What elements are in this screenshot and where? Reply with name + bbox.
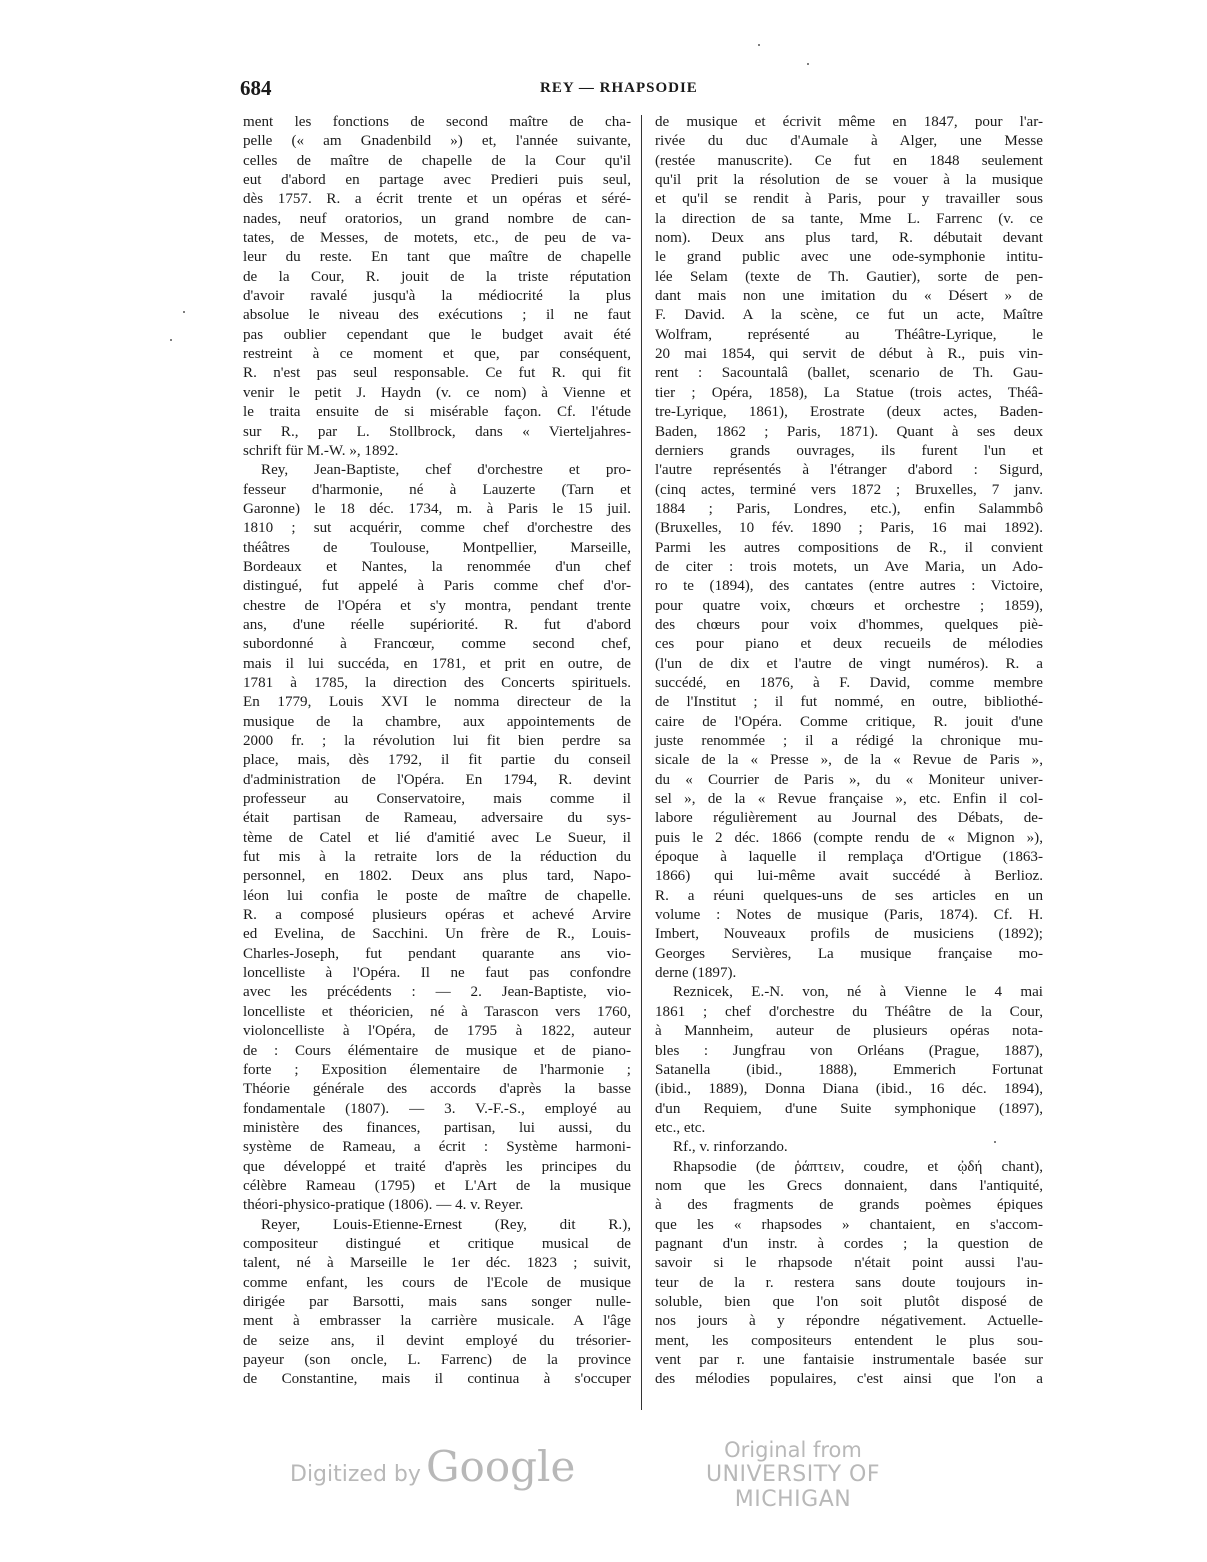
text-line: 1781 à 1785, la direction des Concerts spirituels. xyxy=(243,674,631,691)
text-line: à Mannheim, auteur de plusieurs opéras nota- xyxy=(655,1023,1043,1040)
text-line: dant mais non une imitation du « Désert » de xyxy=(655,288,1043,305)
text-line: R. a composé plusieurs opéras et achevé Arvire xyxy=(243,907,631,924)
text-line: puis le 2 déc. 1866 (compte rendu de « Mignon »), xyxy=(655,829,1043,846)
text-line: sur R., par L. Stollbrock, dans « Vierteljahres- xyxy=(243,423,631,440)
text-line: rivée du duc d'Aumale à Alger, une Messe xyxy=(655,133,1043,150)
text-line: (cinq actes, terminé vers 1872 ; Bruxelles, 7 janv. xyxy=(655,481,1043,498)
text-line: personnel, en 1802. Deux ans plus tard, Napo- xyxy=(243,868,631,885)
text-line: 20 mai 1854, qui servit de début à R., puis vin- xyxy=(655,346,1043,363)
right-column xyxy=(655,113,1043,1390)
text-line: payeur (son oncle, L. Farrenc) de la province xyxy=(243,1352,631,1368)
text-line: soluble, bien que l'on soit plutôt disposé de xyxy=(655,1293,1043,1310)
text-line: dirigée par Barsotti, mais sans songer nulle- xyxy=(243,1293,631,1310)
text-line: sicale de la « Presse », de la « Revue de Paris », xyxy=(655,752,1043,769)
text-line: Parmi les autres compositions de R., il convient xyxy=(655,539,1043,556)
text-line: distingué, fut appelé à Paris comme chef d'or- xyxy=(243,578,631,595)
text-line: tème de Catel et lié d'amitié avec Le Sueur, il xyxy=(243,829,631,846)
text-line: théori-physico-pratique (1806). — 4. v. Reyer. xyxy=(243,1197,524,1214)
text-line: mais il lui succéda, en 1781, et prit en outre, de xyxy=(243,655,631,672)
text-line: tier ; Opéra, 1858), La Statue (trois actes, Théâ- xyxy=(655,384,1043,401)
text-line: le traita ensuite de si misérable façon. Cf. l'étude xyxy=(243,404,631,421)
text-line: nom). Deux ans plus tard, R. débutait devant xyxy=(655,230,1043,247)
text-line: pagnant d'un instr. à cordes ; la question de xyxy=(655,1235,1043,1252)
text-line: Reyer, Louis-Etienne-Ernest (Rey, dit R.), xyxy=(261,1216,631,1233)
text-line: le grand public avec une ode-symphonie intitu- xyxy=(655,249,1043,266)
text-line: de citer : trois motets, un Ave Maria, un Ado- xyxy=(655,558,1043,575)
column-divider xyxy=(641,115,642,1410)
text-line: d'avoir ravalé jusqu'à la médiocrité la plus xyxy=(243,288,631,305)
text-line: des chœurs pour voix d'hommes, quelques piè- xyxy=(655,616,1043,633)
university-label: UNIVERSITY OF MICHIGAN xyxy=(705,1462,881,1512)
google-logo-text: Google xyxy=(426,1442,576,1491)
scan-speck xyxy=(170,339,172,341)
text-line: venir le petit J. Haydn (v. ce nom) à Vienne et xyxy=(243,384,631,401)
text-line: violoncelliste à l'Opéra, de 1795 à 1822, auteur xyxy=(243,1023,631,1040)
text-line: ministère des finances, partisan, lui aussi, du xyxy=(243,1119,631,1136)
text-line: qu'il prit la résolution de se vouer à la musique xyxy=(655,172,1043,189)
text-line: teur de la r. restera sans doute toujours in- xyxy=(655,1274,1043,1291)
text-line: tre-Lyrique, 1861), Erostrate (deux actes, Baden- xyxy=(655,404,1043,421)
text-line: de musique et écrivit même en 1847, pour l'ar- xyxy=(655,114,1043,130)
text-line: nades, neuf oratorios, un grand nombre de can- xyxy=(243,210,631,227)
text-line: système de Rameau, a écrit : Système harmoni- xyxy=(243,1139,631,1156)
text-line: etc., etc. xyxy=(655,1119,706,1136)
text-line: fondamentale (1807). — 3. V.-F.-S., employé au xyxy=(243,1100,631,1117)
text-line: compositeur distingué et critique musical de xyxy=(243,1235,631,1252)
text-line: que les « rhapsodes » chantaient, en s'accom- xyxy=(655,1216,1043,1233)
text-line: 1866) qui lui-même avait succédé à Berlioz. xyxy=(655,868,1043,885)
text-line: musique de la chambre, aux appointements de xyxy=(243,713,631,730)
text-line: lée Selam (texte de Th. Gautier), sorte de pen- xyxy=(655,268,1043,285)
text-line: eut d'abord en partage avec Predieri puis seul, xyxy=(243,172,631,189)
text-line: place, mais, dès 1792, il fit partie du conseil xyxy=(243,752,631,769)
text-line: de seize ans, il devint employé du trésorier- xyxy=(243,1332,631,1349)
text-line: R. a réuni quelques-uns de ses articles en un xyxy=(655,887,1043,904)
text-line: caire de l'Opéra. Comme critique, R. jouit d'une xyxy=(655,713,1043,730)
text-line: avec les précédents : — 2. Jean-Baptiste, vio- xyxy=(243,984,631,1001)
text-line: Rf., v. rinforzando. xyxy=(673,1139,788,1156)
text-line: que développé et traité d'après les principes du xyxy=(243,1158,631,1175)
digitized-prefix: Digitized by xyxy=(290,1462,421,1487)
text-line: de l'Institut ; il fut nommé, en outre, bibliothé- xyxy=(655,694,1043,711)
text-line: restreint à ce moment et que, par conséquent, xyxy=(243,346,631,363)
text-line: Wolfram, représenté au Théâtre-Lyrique, le xyxy=(655,326,1043,343)
text-line: bles : Jungfrau von Orléans (Prague, 1887), xyxy=(655,1042,1043,1059)
text-line: époque à laquelle il remplaça d'Ortigue (1863- xyxy=(655,849,1043,866)
text-line: Rey, Jean-Baptiste, chef d'orchestre et pro- xyxy=(261,462,631,479)
text-line: d'un Requiem, d'une Suite symphonique (1897), xyxy=(655,1100,1043,1117)
text-line: 2000 fr. ; la révolution lui fit bien perdre sa xyxy=(243,733,631,749)
text-line: était partisan de Rameau, adversaire du sys- xyxy=(243,810,631,827)
text-line: comme enfant, les cours de l'Ecole de musique xyxy=(243,1274,631,1291)
text-line: des mélodies populaires, c'est ainsi que l'on a xyxy=(655,1371,1043,1388)
text-line: ment à embrasser la carrière musicale. A l'âge xyxy=(243,1313,631,1330)
text-line: (restée manuscrite). Ce fut en 1848 seulement xyxy=(655,152,1043,169)
text-line: ro te (1894), des cantates (entre autres : Victoire, xyxy=(655,578,1043,595)
text-line: Satanella (ibid., 1888), Emmerich Fortunat xyxy=(655,1061,1043,1078)
scan-speck xyxy=(994,1141,996,1143)
text-line: forte ; Exposition élementaire de l'harmonie ; xyxy=(243,1061,631,1078)
text-line: R. n'est pas seul responsable. Ce fut R. qui fit xyxy=(243,365,631,382)
text-line: Georges Servières, La musique française mo- xyxy=(655,945,1043,962)
text-line: F. David. A la scène, ce fut un acte, Maître xyxy=(655,307,1043,324)
text-line: succédé, en 1876, à F. David, comme membre xyxy=(655,674,1043,691)
left-column xyxy=(243,113,631,1390)
text-line: et qu'il se rendit à Paris, pour y travailler sous xyxy=(655,191,1043,208)
text-line: ment les fonctions de second maître de cha- xyxy=(243,114,631,130)
text-line: léon lui confia le poste de maître de chapelle. xyxy=(243,887,631,904)
text-line: Théorie générale des accords d'après la basse xyxy=(243,1081,631,1098)
text-line: schrift für M.-W. », 1892. xyxy=(243,442,399,459)
text-line: Bordeaux et Nantes, la renommée d'un chef xyxy=(243,558,631,575)
text-line: ans, d'une réelle supériorité. R. fut d'abord xyxy=(243,616,631,633)
text-line: (Bruxelles, 10 fév. 1890 ; Paris, 16 mai 1892). xyxy=(655,520,1043,537)
scan-speck xyxy=(183,311,185,313)
text-line: pour quatre voix, chœurs et orchestre ; 1859), xyxy=(655,597,1043,614)
page-number: 684 xyxy=(240,76,272,100)
text-line: nom que les Grecs donnaient, dans l'antiquité, xyxy=(655,1177,1043,1194)
text-line: Rhapsodie (de ῥάπτειν, coudre, et ᾠδή chant), xyxy=(673,1158,1043,1175)
text-line: derniers grands ouvrages, ils furent l'un et xyxy=(655,442,1043,459)
text-line: l'autre représentés à l'étranger d'abord : Sigurd, xyxy=(655,462,1043,479)
scan-speck xyxy=(758,44,760,46)
text-line: leur du reste. En tant que maître de chapelle xyxy=(243,249,631,266)
text-line: tates, de Messes, de motets, etc., de peu de va- xyxy=(243,230,631,247)
text-line: volume : Notes de musique (Paris, 1874). Cf. H. xyxy=(655,907,1043,924)
text-line: 1861 ; chef d'orchestre du Théâtre de la Cour, xyxy=(655,1003,1043,1020)
text-line: chestre de l'Opéra et s'y montra, pendant trente xyxy=(243,597,631,614)
text-line: (ibid., 1889), Donna Diana (ibid., 16 déc. 1894), xyxy=(655,1081,1043,1098)
text-line: savoir si le rhapsode n'était point aussi l'au- xyxy=(655,1255,1043,1272)
text-line: sel », de la « Revue française », etc. Enfin il col- xyxy=(655,791,1043,808)
original-from-watermark xyxy=(668,1438,918,1512)
text-line: talent, né à Marseille le 1er déc. 1823 ; suivit, xyxy=(243,1255,631,1272)
text-line: ment, les compositeurs entendent le plus sou- xyxy=(655,1332,1043,1349)
text-line: d'administration de l'Opéra. En 1794, R. devint xyxy=(243,771,631,788)
digitized-by-watermark xyxy=(290,1442,575,1491)
text-line: vent par r. une fantaisie instrumentale basée sur xyxy=(655,1352,1043,1368)
text-line: Imbert, Nouveaux profils de musiciens (1892); xyxy=(655,926,1043,943)
text-line: de : Cours élémentaire de musique et de piano- xyxy=(243,1042,631,1059)
text-line: derne (1897). xyxy=(655,965,737,982)
text-line: professeur au Conservatoire, mais comme il xyxy=(243,791,631,808)
scan-speck xyxy=(807,63,809,65)
text-line: célèbre Rameau (1795) et L'Art de la musique xyxy=(243,1177,631,1194)
text-line: Charles-Joseph, fut pendant quarante ans vio- xyxy=(243,945,631,962)
text-line: 1884 ; Paris, Londres, etc.), enfin Salammbô xyxy=(655,500,1043,517)
text-line: Reznicek, E.-N. von, né à Vienne le 4 mai xyxy=(673,984,1043,1001)
text-line: de la Cour, R. jouit de la triste réputation xyxy=(243,268,631,285)
text-line: pas oublier cependant que le budget avait été xyxy=(243,326,631,343)
text-line: de Constantine, mais il continua à s'occuper xyxy=(243,1371,631,1388)
text-line: fut mis à la retraite lors de la réduction du xyxy=(243,849,631,866)
text-line: Baden, 1862 ; Paris, 1871). Quant à ses deux xyxy=(655,423,1043,440)
text-line: du « Courrier de Paris », du « Moniteur univer- xyxy=(655,771,1043,788)
text-line: loncelliste à l'Opéra. Il ne faut pas confondre xyxy=(243,965,631,982)
text-line: labore régulièrement au Journal des Débats, de- xyxy=(655,810,1043,827)
text-line: 1810 ; sut acquérir, comme chef d'orchestre des xyxy=(243,520,631,537)
text-line: pelle (« am Gnadenbild ») et, l'année suivante, xyxy=(243,133,631,150)
running-head: REY — RHAPSODIE xyxy=(540,80,698,96)
text-line: ces pour piano et deux recueils de mélodies xyxy=(655,636,1043,653)
text-line: juste renommée ; il a rédigé la chronique mu- xyxy=(655,733,1043,749)
text-line: celles de maître de chapelle de la Cour qu'il xyxy=(243,152,631,169)
text-line: En 1779, Louis XVI le nomma directeur de la xyxy=(243,694,631,711)
text-line: (l'un de dix et l'autre de vingt numéros). R. a xyxy=(655,655,1043,672)
original-from-label: Original from xyxy=(724,1438,862,1462)
text-line: Garonne) le 18 déc. 1734, m. à Paris le 15 juil. xyxy=(243,500,631,517)
text-line: à des fragments de grands poèmes épiques xyxy=(655,1197,1043,1214)
text-line: subordonné à Francœur, comme second chef, xyxy=(243,636,631,653)
text-line: loncelliste et théoricien, né à Tarascon vers 1760, xyxy=(243,1003,631,1020)
text-line: la direction de sa tante, Mme L. Farrenc (v. ce xyxy=(655,210,1043,227)
text-line: absolue le niveau des exécutions ; il ne faut xyxy=(243,307,631,324)
text-line: ed Evelina, de Sacchini. Un frère de R., Louis- xyxy=(243,926,631,943)
text-line: nos jours à y répondre négativement. Actuelle- xyxy=(655,1313,1043,1330)
text-line: dès 1757. R. a écrit trente et un opéras et séré- xyxy=(243,191,631,208)
text-line: théâtres de Toulouse, Montpellier, Marseille, xyxy=(243,539,631,556)
text-line: rent : Sacountalâ (ballet, scenario de Th. Gau- xyxy=(655,365,1043,382)
text-line: fesseur d'harmonie, né à Lauzerte (Tarn et xyxy=(243,481,631,498)
